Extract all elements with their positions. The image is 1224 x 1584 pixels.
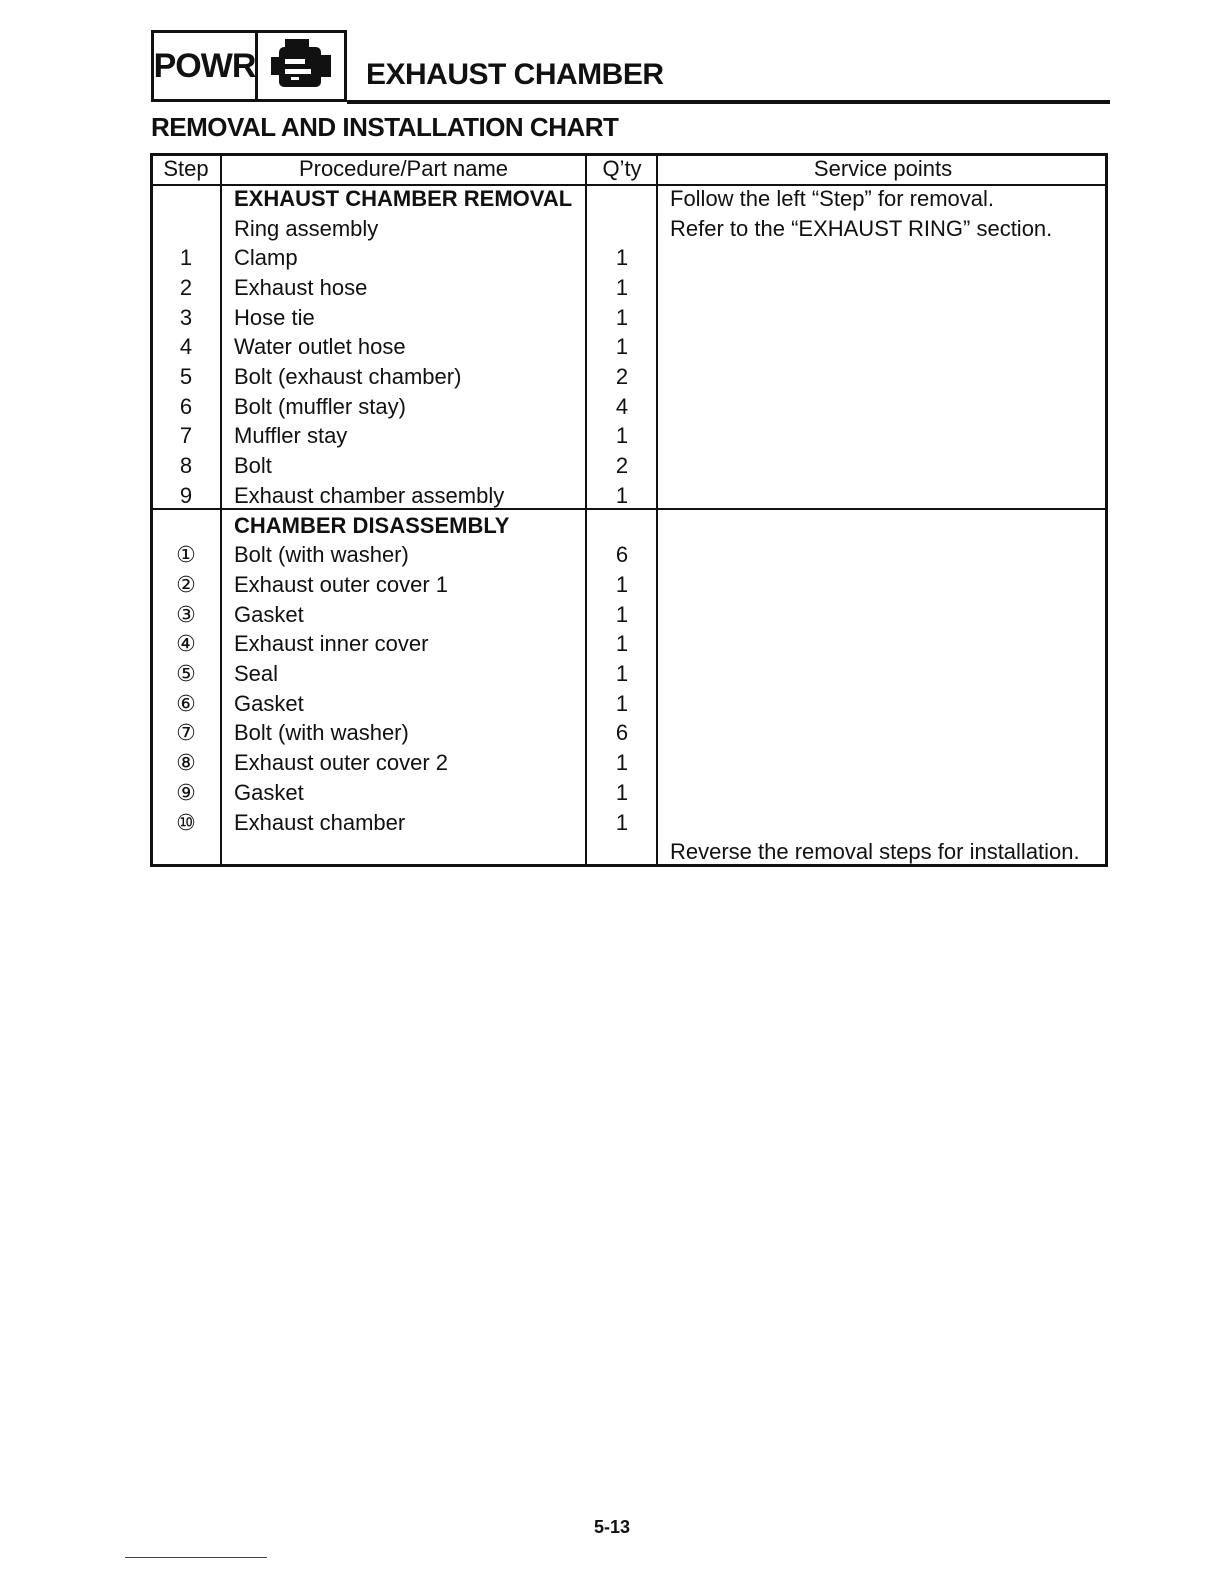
- service-cell: Follow the left “Step” for removal.: [670, 185, 995, 211]
- section-badge: [151, 30, 347, 102]
- part-cell: Bolt: [234, 453, 272, 479]
- part-cell: Bolt (muffler stay): [234, 393, 406, 419]
- table-row: [150, 333, 1108, 363]
- step-cell: ⑥: [176, 690, 196, 716]
- service-cell: Refer to the “EXHAUST RING” section.: [670, 215, 1053, 241]
- table-row: [150, 659, 1108, 689]
- qty-cell: 2: [615, 364, 629, 390]
- qty-cell: 1: [615, 631, 629, 657]
- part-cell: Exhaust chamber: [234, 809, 406, 835]
- table-row: [150, 778, 1108, 808]
- part-cell: Exhaust hose: [234, 274, 368, 300]
- qty-cell: 1: [615, 423, 629, 449]
- part-cell: Ring assembly: [234, 215, 379, 241]
- step-cell: ⑨: [176, 779, 196, 805]
- qty-cell: 1: [615, 245, 629, 271]
- qty-cell: [587, 214, 657, 244]
- step-cell: [150, 214, 222, 244]
- step-cell: ③: [176, 601, 196, 627]
- table-row: [150, 600, 1108, 630]
- step-cell: 5: [179, 364, 193, 390]
- qty-cell: 1: [615, 661, 629, 687]
- table-row: [150, 303, 1108, 333]
- table-row: [150, 630, 1108, 660]
- part-cell: Hose tie: [234, 304, 315, 330]
- part-cell: Bolt (with washer): [234, 720, 409, 746]
- qty-cell: 1: [615, 571, 629, 597]
- table-row: [150, 748, 1108, 778]
- part-cell: EXHAUST CHAMBER REMOVAL: [234, 185, 573, 211]
- qty-cell: [587, 837, 657, 867]
- table-row: [150, 362, 1108, 392]
- part-cell: Gasket: [234, 690, 304, 716]
- qty-cell: 1: [615, 750, 629, 776]
- part-cell: CHAMBER DISASSEMBLY: [234, 512, 510, 538]
- step-cell: 9: [179, 482, 193, 508]
- table-row: [150, 422, 1108, 452]
- qty-cell: 1: [615, 809, 629, 835]
- step-cell: ⑤: [176, 661, 196, 687]
- step-cell: [150, 837, 222, 867]
- qty-cell: 1: [615, 601, 629, 627]
- qty-cell: 1: [615, 304, 629, 330]
- part-cell: Exhaust outer cover 1: [234, 571, 449, 597]
- step-cell: 1: [179, 245, 193, 271]
- qty-cell: 1: [615, 690, 629, 716]
- table-row: [150, 214, 1108, 244]
- table-row: [150, 540, 1108, 570]
- qty-cell: 1: [615, 274, 629, 300]
- qty-cell: 6: [615, 720, 629, 746]
- step-cell: ⑦: [176, 720, 196, 746]
- part-cell: Exhaust chamber assembly: [234, 482, 505, 508]
- column-header-part: Procedure/Part name: [298, 156, 509, 181]
- qty-cell: 6: [615, 542, 629, 568]
- qty-cell: 1: [615, 779, 629, 805]
- qty-cell: 2: [615, 453, 629, 479]
- step-cell: 7: [179, 423, 193, 449]
- column-header-step: Step: [163, 156, 209, 181]
- qty-cell: 1: [615, 482, 629, 508]
- qty-cell: [587, 184, 657, 214]
- part-cell: Water outlet hose: [234, 334, 406, 360]
- step-cell: 2: [179, 274, 193, 300]
- step-cell: ①: [176, 542, 196, 568]
- table-row: [150, 481, 1108, 511]
- table-row: [150, 689, 1108, 719]
- qty-cell: [587, 511, 657, 541]
- table-row: [150, 184, 1108, 214]
- table-row: [150, 392, 1108, 422]
- column-header-qty: Q’ty: [602, 156, 642, 181]
- table-row: [150, 570, 1108, 600]
- section-tag: POWR: [154, 33, 258, 99]
- step-cell: ⑧: [176, 750, 196, 776]
- service-cell: Reverse the removal steps for installation.: [670, 839, 1080, 865]
- step-cell: [150, 511, 222, 541]
- part-cell: Bolt (with washer): [234, 542, 409, 568]
- page-title: EXHAUST CHAMBER: [366, 58, 664, 91]
- step-cell: 6: [179, 393, 193, 419]
- step-cell: ②: [176, 571, 196, 597]
- table-row: [150, 451, 1108, 481]
- chart-heading: REMOVAL AND INSTALLATION CHART: [151, 112, 619, 142]
- part-cell: Gasket: [234, 601, 304, 627]
- step-cell: ⑩: [176, 809, 196, 835]
- title-rule: [347, 100, 1110, 104]
- qty-cell: 1: [615, 334, 629, 360]
- part-cell: Exhaust outer cover 2: [234, 750, 449, 776]
- step-cell: 4: [179, 334, 193, 360]
- step-cell: 3: [179, 304, 193, 330]
- page-number: 5-13: [593, 1517, 631, 1537]
- table-row: [150, 273, 1108, 303]
- column-header-service: Service points: [813, 156, 953, 181]
- part-cell: Muffler stay: [234, 423, 348, 449]
- part-cell: Clamp: [234, 245, 298, 271]
- table-row: [150, 719, 1108, 749]
- part-cell: Exhaust inner cover: [234, 631, 429, 657]
- part-cell: Gasket: [234, 779, 304, 805]
- table-row: [150, 837, 1108, 867]
- step-cell: ④: [176, 631, 196, 657]
- part-cell: Seal: [234, 661, 279, 687]
- table-row: [150, 808, 1108, 838]
- engine-icon: [258, 33, 344, 99]
- step-cell: [150, 184, 222, 214]
- qty-cell: 4: [615, 393, 629, 419]
- table-row: [150, 511, 1108, 541]
- removal-installation-table: [150, 153, 1108, 867]
- step-cell: 8: [179, 453, 193, 479]
- part-cell: Bolt (exhaust chamber): [234, 364, 462, 390]
- footer-rule: [125, 1557, 267, 1558]
- table-row: [150, 243, 1108, 273]
